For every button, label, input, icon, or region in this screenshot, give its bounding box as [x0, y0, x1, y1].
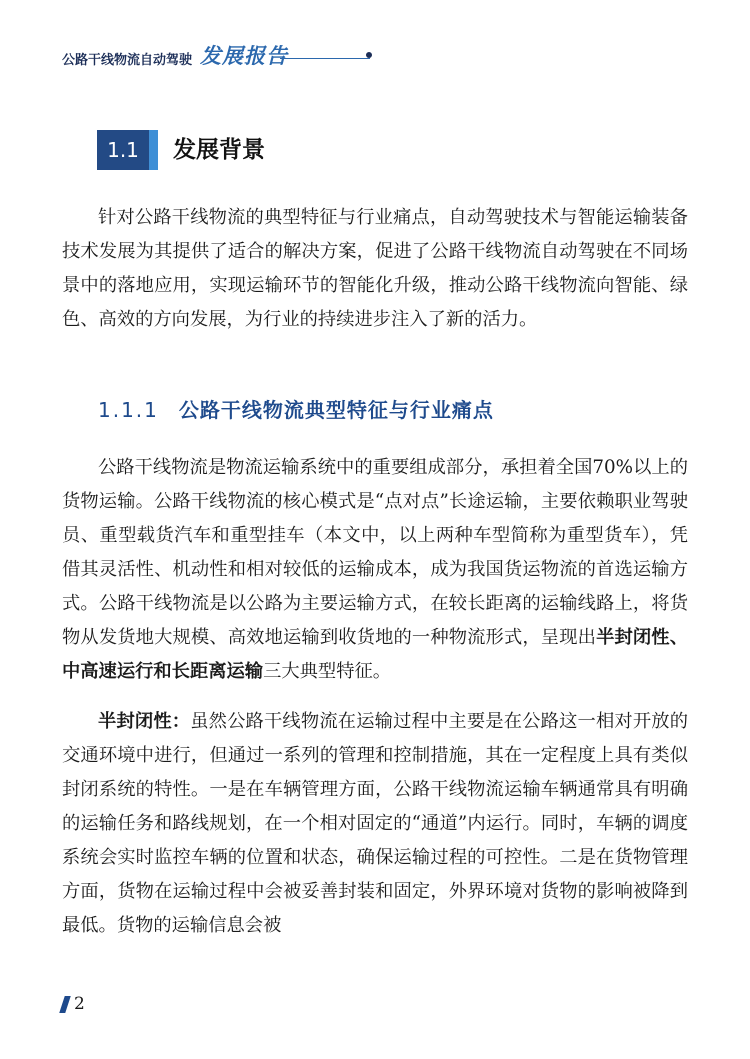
- subsection-number: 1.1.1: [98, 398, 159, 422]
- subsection-title: 公路干线物流典型特征与行业痛点: [178, 398, 494, 422]
- section-heading: [97, 130, 657, 170]
- subsection-heading: [98, 393, 494, 427]
- section-intro-paragraph: 针对公路干线物流的典型特征与行业痛点，自动驾驶技术与智能运输装备技术发展为其提供了适合的解决方案，促进了公路干线物流自动驾驶在不同场景中的落地应用，实现运输环节的智能化升级，推动公路干线物流向智能、绿色、高效的方向发展，为行业的持续进步注入了新的活力。: [62, 207, 688, 330]
- paragraph-lead-label: 半封闭性：: [98, 711, 191, 732]
- body-paragraph-semi-closed: [62, 705, 688, 943]
- running-head: [62, 38, 362, 74]
- section-title: 发展背景: [173, 137, 265, 163]
- body-paragraph-characteristics: [62, 451, 688, 689]
- paragraph-text: 虽然公路干线物流在运输过程中主要是在公路这一相对开放的交通环境中进行，但通过一系列的管理和控制措施，其在一定程度上具有类似封闭系统的特性。一是在车辆管理方面，公路干线物流运输车辆通常具有明确的运输任务和路线规划，在一个相对固定的“通道”内运行。同时，车辆的调度系统会实时监控车辆的位置和状态，确保运输过程的可控性。二是在货物管理方面，货物在运输过程中会被妥善封装和固定，外界环境对货物的影响被降到最低。货物的运输信息会被: [62, 711, 689, 936]
- section-number: 1.1: [107, 138, 139, 162]
- page-folio: [62, 994, 122, 1018]
- paragraph-text-end: 三大典型特征。: [263, 661, 392, 682]
- folio-slash-mark: [59, 996, 71, 1013]
- section-accent-bar: [149, 130, 158, 170]
- running-head-rule: [280, 58, 370, 59]
- paragraph-text: 公路干线物流是物流运输系统中的重要组成部分，承担着全国70%以上的货物运输。公路干线物流的核心模式是“点对点”长途运输，主要依赖职业驾驶员、重型载货汽车和重型挂车（本文中，以上两种车型简称为重型货车），凭借其灵活性、机动性和相对较低的运输成本，成为我国货运物流的首选运输方式。公路干线物流是以公路为主要运输方式，在较长距离的运输线路上，将货物从发货地大规模、高效地运输到收货地的一种物流形式，呈现出: [62, 457, 688, 648]
- paragraph-emphasis: 半封闭性、中高速运行和长距离运输: [62, 627, 689, 682]
- running-head-report-label: 发展报告: [200, 43, 288, 68]
- running-head-dot: [366, 52, 372, 58]
- page-number: 2: [74, 994, 85, 1014]
- section-number-badge: [97, 130, 149, 170]
- running-head-book-title: 公路干线物流自动驾驶: [62, 53, 193, 68]
